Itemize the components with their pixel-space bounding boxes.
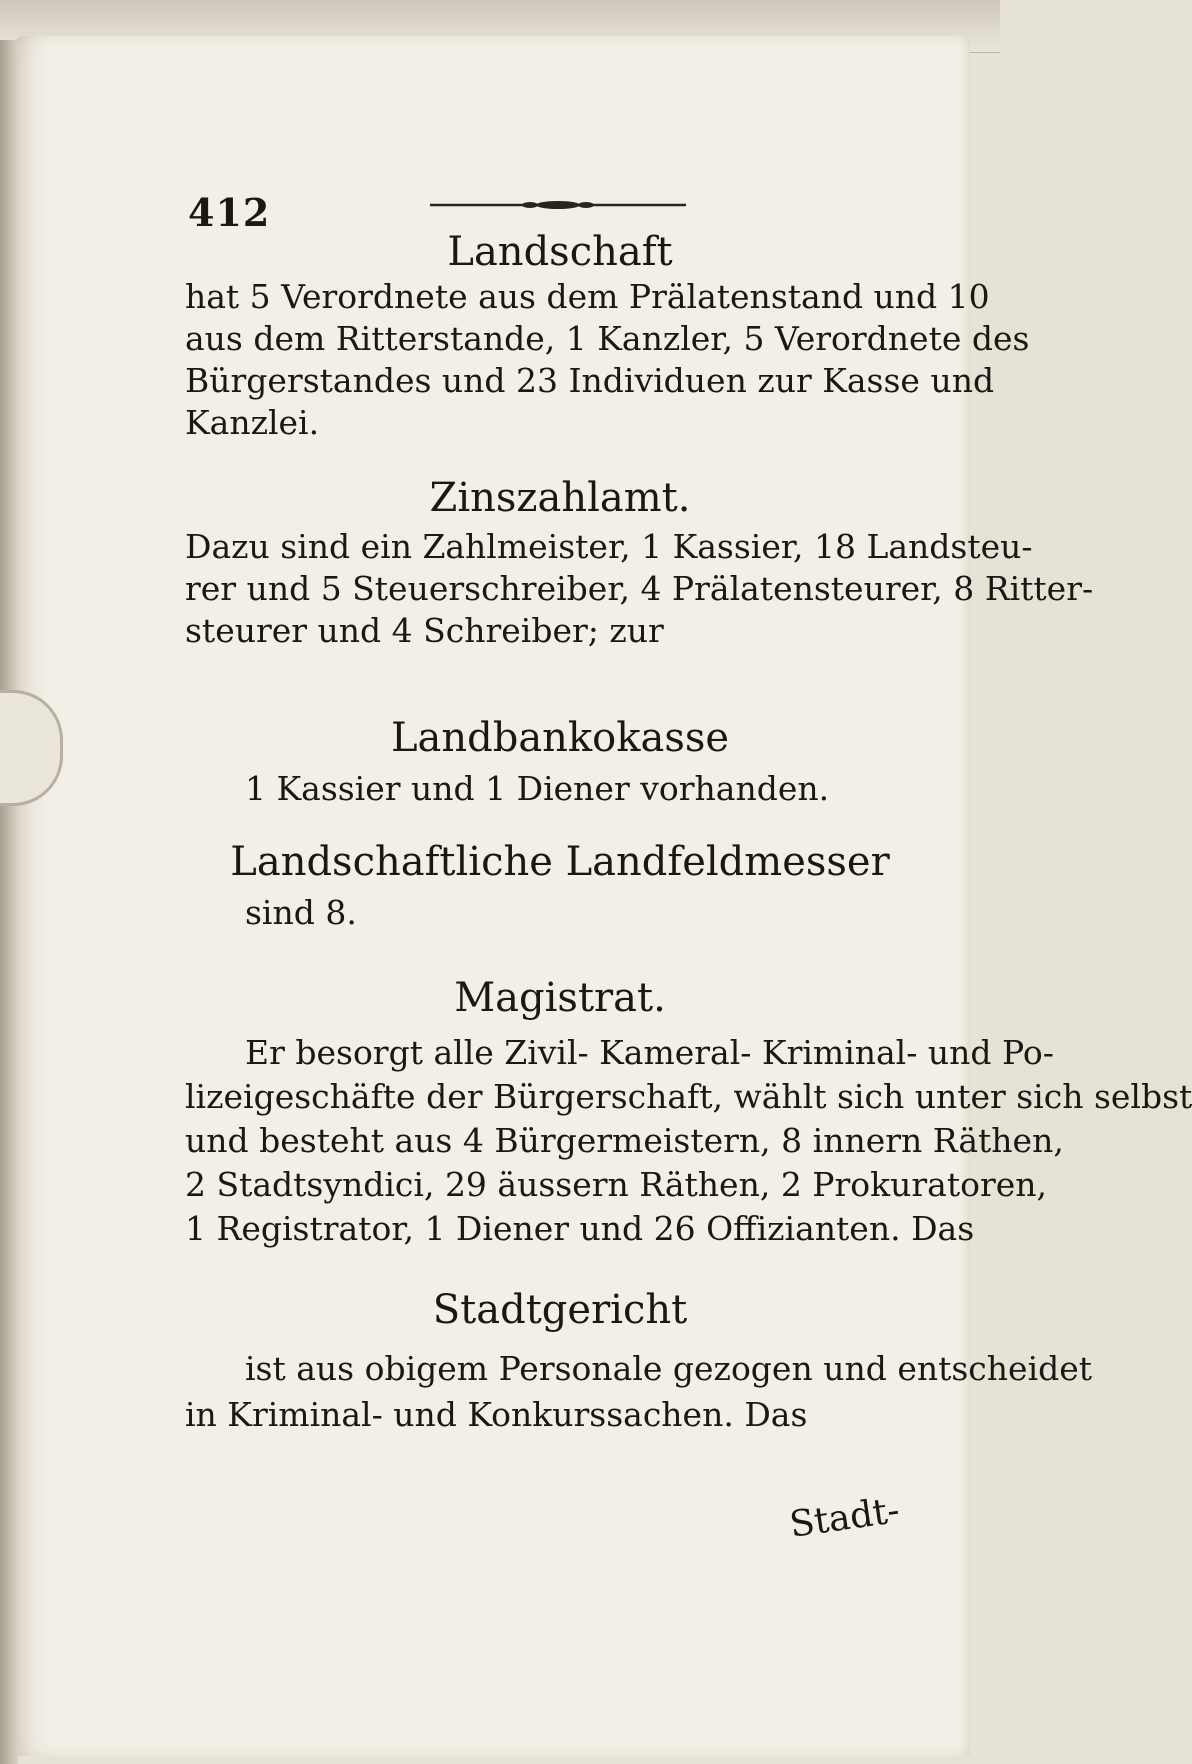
text-line: Dazu sind ein Zahlmeister, 1 Kassier, 18 Landsteu-: [185, 527, 1033, 566]
heading-magistrat: Magistrat.: [454, 975, 666, 1021]
heading-landfeldmesser: Landschaftliche Landfeldmesser: [230, 839, 890, 885]
text-line: ist aus obigem Personale gezogen und entscheidet: [245, 1349, 1093, 1388]
text-line: 1 Kassier und 1 Diener vorhanden.: [245, 769, 830, 808]
heading-landschaft: Landschaft: [447, 229, 673, 275]
text-line: hat 5 Verordnete aus dem Prälatenstand und 10: [185, 277, 990, 316]
text-line: 2 Stadtsyndici, 29 äussern Räthen, 2 Prokuratoren,: [185, 1165, 1048, 1204]
text-line: sind 8.: [245, 893, 357, 932]
text-line: in Kriminal- und Konkurssachen. Das: [185, 1395, 808, 1434]
page-number: 412: [188, 190, 271, 235]
text-line: 1 Registrator, 1 Diener und 26 Offizianten. Das: [185, 1209, 975, 1248]
heading-zinszahlamt: Zinszahlamt.: [429, 475, 691, 521]
text-line: aus dem Ritterstande, 1 Kanzler, 5 Verordnete des: [185, 319, 1030, 358]
text-line: Er besorgt alle Zivil- Kameral- Kriminal- und Po-: [245, 1033, 1054, 1072]
text-line: steurer und 4 Schreiber; zur: [185, 611, 664, 650]
text-line: rer und 5 Steuerschreiber, 4 Prälatensteurer, 8 Ritter-: [185, 569, 1094, 608]
text-line: Kanzlei.: [185, 403, 320, 442]
page-gutter-shadow: [0, 40, 18, 1764]
text-line: lizeigeschäfte der Bürgerschaft, wählt sich unter sich selbst: [185, 1077, 1192, 1116]
catchword: Stadt-: [787, 1489, 903, 1546]
heading-stadtgericht: Stadtgericht: [432, 1287, 688, 1333]
header-ornament-rule: [430, 200, 686, 210]
text-line: und besteht aus 4 Bürgermeistern, 8 innern Räthen,: [185, 1121, 1064, 1160]
text-line: Bürgerstandes und 23 Individuen zur Kasse und: [185, 361, 995, 400]
heading-landbankokasse: Landbankokasse: [390, 715, 730, 761]
